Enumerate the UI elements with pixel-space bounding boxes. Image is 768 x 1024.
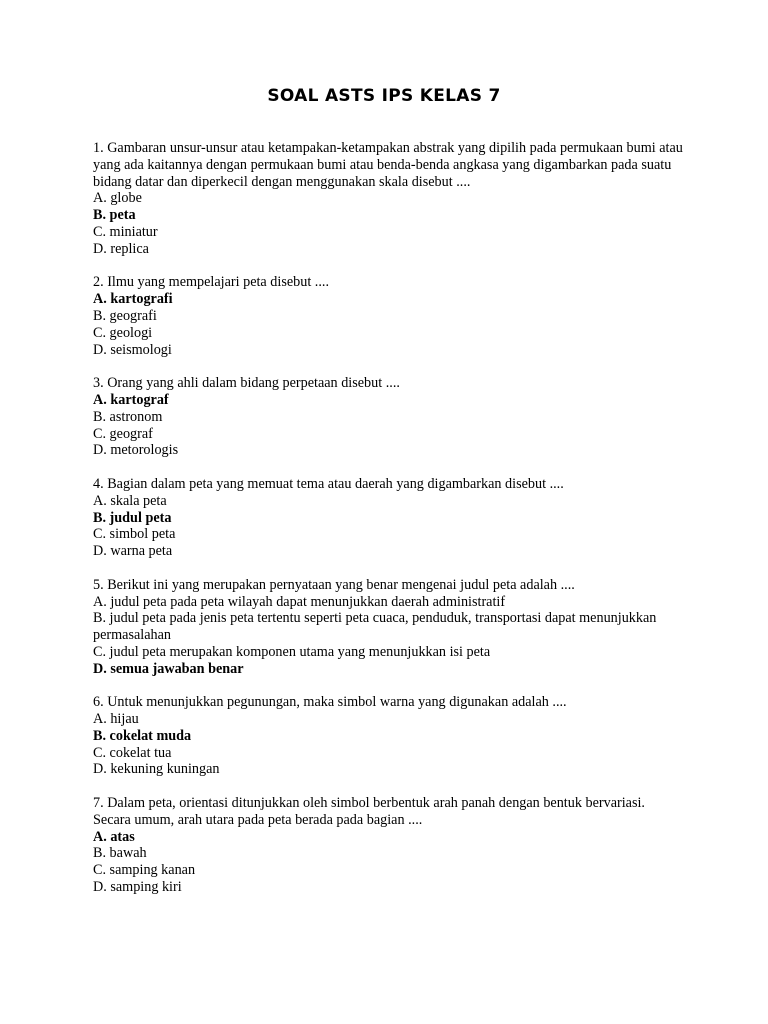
option-a: A. globe xyxy=(93,190,142,207)
option-c: C. judul peta merupakan komponen utama yang menunjukkan isi peta xyxy=(93,643,491,660)
option-d: D. kekuning kuningan xyxy=(93,761,220,778)
option-b: B. bawah xyxy=(93,845,147,862)
document-title: SOAL ASTS IPS KELAS 7 xyxy=(267,86,501,106)
question-3 xyxy=(93,375,683,459)
option-c: C. simbol peta xyxy=(93,526,176,543)
question-7 xyxy=(93,795,683,896)
question-1 xyxy=(93,140,683,258)
option-a: A. skala peta xyxy=(93,492,167,509)
option-b: B. judul peta pada jenis peta tertentu seperti peta cuaca, penduduk, transportasi dapat menunjukkan permasalahan xyxy=(93,610,657,644)
option-c: C. cokelat tua xyxy=(93,744,172,761)
question-text: 6. Untuk menunjukkan pegunungan, maka simbol warna yang digunakan adalah .... xyxy=(93,694,567,711)
option-d-answer: D. semua jawaban benar xyxy=(93,660,244,677)
option-d: D. seismologi xyxy=(93,341,172,358)
question-text: 2. Ilmu yang mempelajari peta disebut .... xyxy=(93,274,329,291)
option-a: A. hijau xyxy=(93,711,139,728)
question-2 xyxy=(93,274,683,358)
question-text: 7. Dalam peta, orientasi ditunjukkan oleh simbol berbentuk arah panah dengan bentuk bervariasi. Secara umum, arah utara pada peta berada pada bagian .... xyxy=(93,795,645,828)
question-5 xyxy=(93,577,683,678)
option-c: C. geologi xyxy=(93,324,153,341)
option-b-answer: B. peta xyxy=(93,207,136,224)
option-d: D. metorologis xyxy=(93,442,179,459)
question-text: 4. Bagian dalam peta yang memuat tema atau daerah yang digambarkan disebut .... xyxy=(93,475,564,492)
option-a-answer: A. kartograf xyxy=(93,391,169,408)
option-b: B. geografi xyxy=(93,307,157,324)
option-a-answer: A. atas xyxy=(93,828,135,845)
option-d: D. samping kiri xyxy=(93,879,182,896)
option-b-answer: B. cokelat muda xyxy=(93,727,192,744)
option-b-answer: B. judul peta xyxy=(93,509,172,526)
option-b: B. astronom xyxy=(93,408,163,425)
option-a: A. judul peta pada peta wilayah dapat menunjukkan daerah administratif xyxy=(93,593,506,610)
question-6 xyxy=(93,694,683,778)
question-text: 3. Orang yang ahli dalam bidang perpetaan disebut .... xyxy=(93,375,400,392)
question-text: 1. Gambaran unsur-unsur atau ketampakan-ketampakan abstrak yang dipilih pada permukaan bumi atau yang ada kaitannya dengan permukaan bumi atau benda-benda angkasa yang digambarkan pada suatu bidang datar dan diperkecil dengan menggunakan skala disebut .... xyxy=(93,140,683,190)
option-c: C. samping kanan xyxy=(93,862,196,879)
option-d: D. replica xyxy=(93,240,149,257)
option-d: D. warna peta xyxy=(93,543,173,560)
option-a-answer: A. kartografi xyxy=(93,291,173,308)
option-c: C. miniatur xyxy=(93,223,158,240)
option-c: C. geograf xyxy=(93,425,153,442)
question-list xyxy=(93,140,683,913)
question-4 xyxy=(93,476,683,560)
question-text: 5. Berikut ini yang merupakan pernyataan yang benar mengenai judul peta adalah .... xyxy=(93,576,575,593)
